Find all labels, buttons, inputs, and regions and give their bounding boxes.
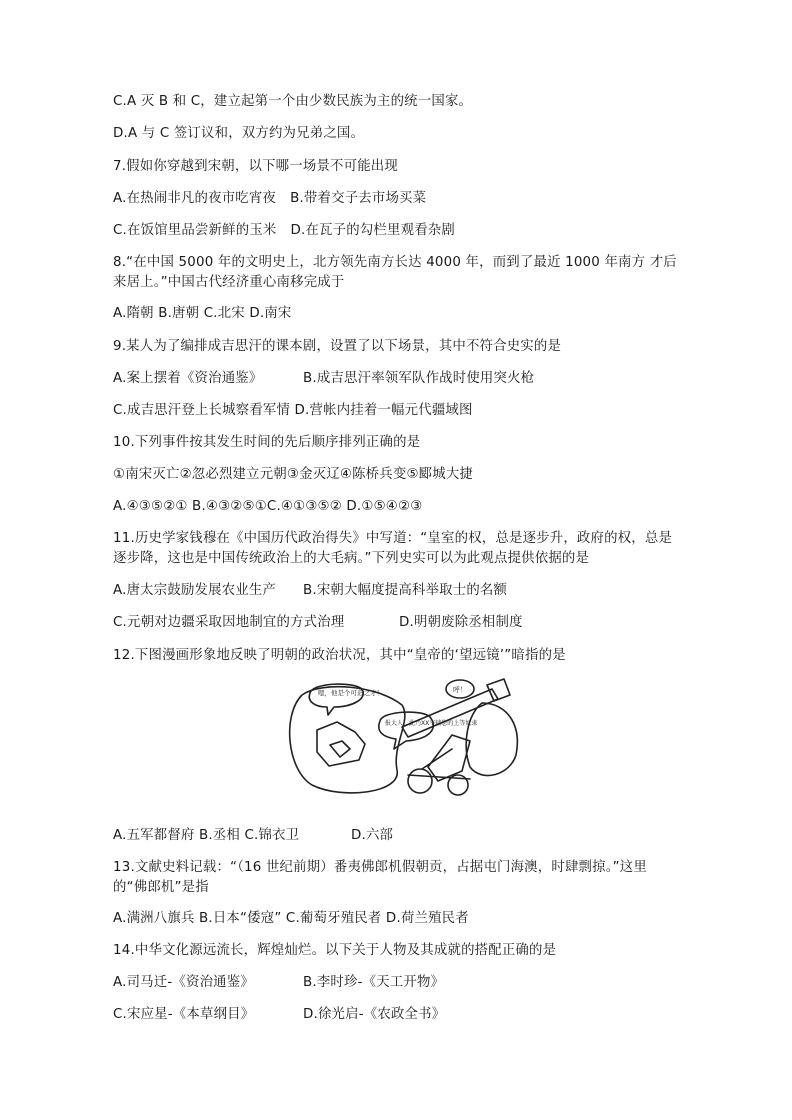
q14-option-a: A.司马迁-《资治通鉴》 xyxy=(113,975,254,990)
question-7: 7.假如你穿越到宋朝，以下哪一场景不可能出现 xyxy=(113,159,398,174)
cartoon-bubble-left-text: 嗯，他是个可造之才！ xyxy=(318,689,383,697)
ming-politics-cartoon xyxy=(282,675,530,805)
q11-options-row1 xyxy=(113,581,507,600)
cartoon-bubble-center-text: 报大人，此乃XX宰辅您的上等奴隶 xyxy=(385,720,478,727)
cartoon-emperor xyxy=(317,722,365,766)
question-10: 10.下列事件按其发生时间的先后顺序排列正确的是 xyxy=(113,435,421,450)
q9-options-row1 xyxy=(113,369,534,388)
q12-options-abc: A.五军都督府 B.丞相 C.锦衣卫 xyxy=(113,828,300,843)
question-13: 13.文献史料记载：“（16 世纪前期）番夷佛郎机假朝贡，占据屯门海澳，时肆剽掠。”这里的“佛郎机”是指 xyxy=(113,860,647,895)
question-12: 12.下图漫画形象地反映了明朝的政治状况，其中“皇帝的‘望远镜’”暗指的是 xyxy=(113,648,566,663)
q8-options: A.隋朝 B.唐朝 C.北宋 D.南宋 xyxy=(113,306,292,321)
q11-option-a: A.唐太宗鼓励发展农业生产 xyxy=(113,583,277,598)
q7-option-d: D.在瓦子的勾栏里观看杂剧 xyxy=(290,223,455,238)
cartoon-wheel-left xyxy=(408,769,432,793)
q14-option-c: C.宋应星-《本草纲目》 xyxy=(113,1007,255,1022)
q7-option-b: B.带着交子去市场买菜 xyxy=(290,191,427,206)
q10-items: ①南宋灭亡②忽必烈建立元朝③金灭辽④陈桥兵变⑤郾城大捷 xyxy=(113,467,474,482)
question-9: 9.某人为了编排成吉思汗的课本剧，设置了以下场景，其中不符合史实的是 xyxy=(113,339,562,354)
q14-options-row1 xyxy=(113,973,444,992)
cartoon-left-blob xyxy=(290,687,405,793)
q14-options-row2 xyxy=(113,1005,445,1024)
q7-option-a: A.在热闹非凡的夜市吃宵夜 xyxy=(113,191,277,206)
q12-option-d: D.六部 xyxy=(351,828,394,843)
q7-option-c: C.在饭馆里品尝新鲜的玉米 xyxy=(113,223,277,238)
q11-option-c: C.元朝对边疆采取因地制宜的方式治理 xyxy=(113,615,345,630)
q7-options-row1 xyxy=(113,189,426,208)
question-14: 14.中华文化源远流长，辉煌灿烂。以下关于人物及其成就的搭配正确的是 xyxy=(113,943,557,958)
q14-option-b: B.李时珍-《天工开物》 xyxy=(303,975,445,990)
cartoon-bubble-right-text: 呼！ xyxy=(453,686,467,694)
q6-option-d: D.A 与 C 签订议和，双方约为兄弟之国。 xyxy=(113,126,365,141)
q9-options-row2: C.成吉思汗登上长城察看军情 D.营帐内挂着一幅元代疆域图 xyxy=(113,403,473,418)
question-11: 11.历史学家钱穆在《中国历代政治得失》中写道：“皇室的权，总是逐步升，政府的权，总是逐步降，这也是中国传统政治上的大毛病。”下列史实可以为此观点提供依据的是 xyxy=(113,531,673,566)
q9-option-b: B.成吉思汗率领军队作战时使用突火枪 xyxy=(303,371,535,386)
q11-options-row2 xyxy=(113,613,523,632)
q7-options-row2 xyxy=(113,221,455,240)
q13-options: A.满洲八旗兵 B.日本“倭寇” C.葡萄牙殖民者 D.荷兰殖民者 xyxy=(113,911,469,926)
question-8: 8.“在中国 5000 年的文明史上，北方领先南方长达 4000 年，而到了最近 1000 年南方 才后来居上。”中国古代经济重心南移完成于 xyxy=(113,255,677,290)
q9-option-a: A.案上摆着《资治通鉴》 xyxy=(113,371,263,386)
cartoon-official xyxy=(466,703,517,776)
q11-option-d: D.明朝废除丞相制度 xyxy=(399,615,523,630)
q10-options: A.④③⑤②① B.④③②⑤①C.④①③⑤② D.①⑤④②③ xyxy=(113,499,423,514)
q12-options xyxy=(113,826,393,845)
q11-option-b: B.宋朝大幅度提高科举取士的名额 xyxy=(303,583,508,598)
q6-option-c: C.A 灭 B 和 C，建立起第一个由少数民族为主的统一国家。 xyxy=(113,94,473,109)
q14-option-d: D.徐光启-《农政全书》 xyxy=(303,1007,446,1022)
